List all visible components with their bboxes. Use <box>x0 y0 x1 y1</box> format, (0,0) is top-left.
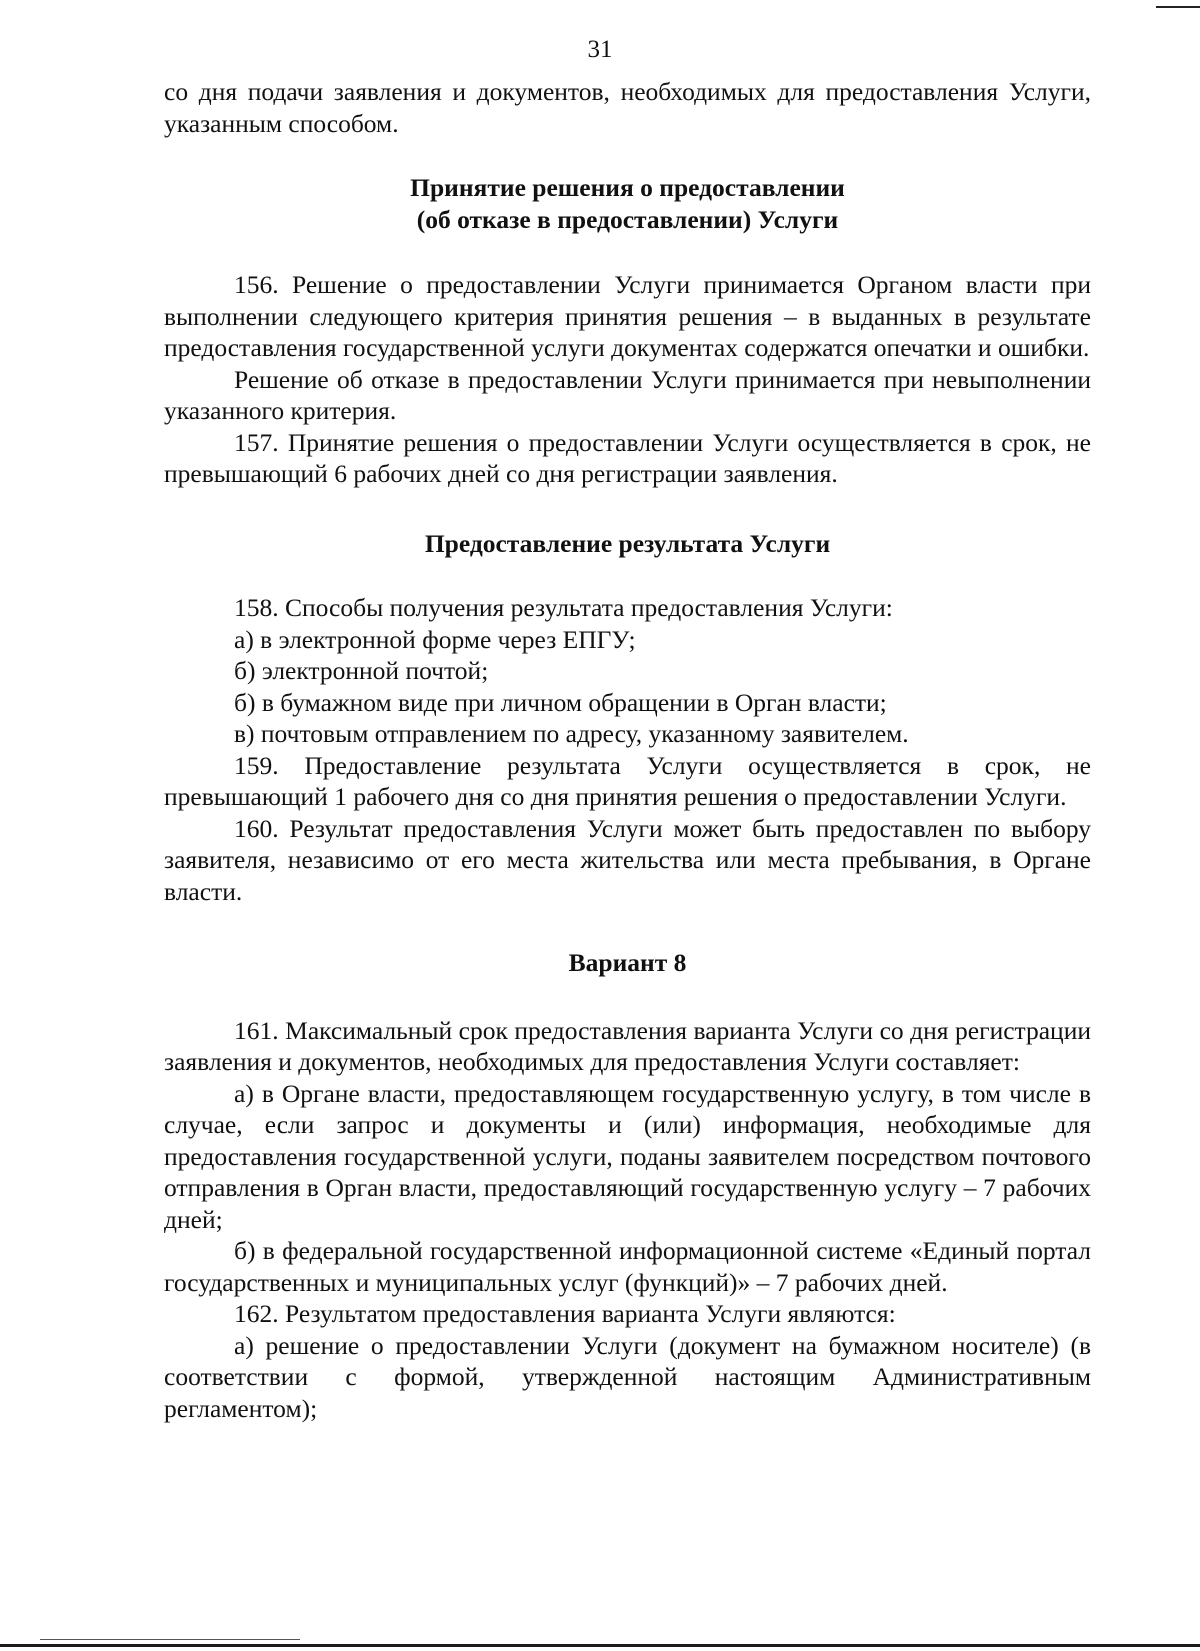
paragraph-162-a: а) решение о предоставлении Услуги (документ на бумажном носителе) (в соответствии с формой, утвержденной настоящим Административным регламентом); <box>164 1330 1091 1423</box>
list-item: б) в бумажном виде при личном обращении в Орган власти; <box>234 687 887 717</box>
paragraph-156: 156. Решение о предоставлении Услуги принимается Органом власти при выполнении следующего критерия принятия решения – в выданных в результате предоставления государственной услуги документах содержатся опечатки и ошибки. <box>164 270 1091 362</box>
scan-edge-mark <box>1156 6 1200 8</box>
paragraph-161-a: а) в Органе власти, предоставляющем государственную услугу, в том числе в случае, если запрос и документы и (или) информация, необходимые для предоставления государственной услуги, поданы заявителем посредством почтового отправления в Орган власти, предоставляющий государственную услугу – 7 рабочих дней; <box>164 1078 1091 1234</box>
paragraph-158: 158. Способы получения результата предоставления Услуги: <box>234 593 893 622</box>
paragraph-161-b: б) в федеральной государственной информационной системе «Единый портал государственных и муниципальных услуг (функций)» – 7 рабочих дней. <box>164 1236 1091 1297</box>
paragraph-159: 159. Предоставление результата Услуги осуществляется в срок, не превышающий 1 рабочего дня со дня принятия решения о предоставлении Услуги. <box>164 750 1091 811</box>
intro-paragraph: со дня подачи заявления и документов, необходимых для предоставления Услуги, указанным способом. <box>164 77 1091 138</box>
list-item: в) почтовым отправлением по адресу, указанному заявителем. <box>234 719 909 748</box>
list-item: а) в электронной форме через ЕПГУ; <box>234 624 636 654</box>
heading-result: Предоставление результата Услуги <box>424 528 831 558</box>
heading-decision-line2: (об отказе в предоставлении) Услуги <box>416 204 839 234</box>
paragraph-162: 162. Результатом предоставления варианта Услуги являются: <box>234 1299 896 1328</box>
paragraph-157: 157. Принятие решения о предоставлении Услуги осуществляется в срок, не превышающий 6 рабочих дней со дня регистрации заявления. <box>164 427 1091 488</box>
scan-bottom-edge-thin <box>40 1639 300 1640</box>
scan-bottom-edge <box>0 1644 1200 1647</box>
heading-variant-8: Вариант 8 <box>568 948 687 977</box>
paragraph-160: 160. Результат предоставления Услуги может быть предоставлен по выбору заявителя, независимо от его места жительства или места пребывания, в Органе власти. <box>164 813 1091 906</box>
paragraph-161: 161. Максимальный срок предоставления варианта Услуги со дня регистрации заявления и документов, необходимых для предоставления Услуги составляет: <box>164 1015 1091 1076</box>
page-number: 31 <box>587 36 613 63</box>
list-item: б) электронной почтой; <box>234 656 489 685</box>
heading-decision-line1: Принятие решения о предоставлении <box>410 173 845 202</box>
paragraph-156-refusal: Решение об отказе в предоставлении Услуги принимается при невыполнении указанного критерия. <box>164 364 1091 425</box>
document-body <box>164 76 1091 1424</box>
